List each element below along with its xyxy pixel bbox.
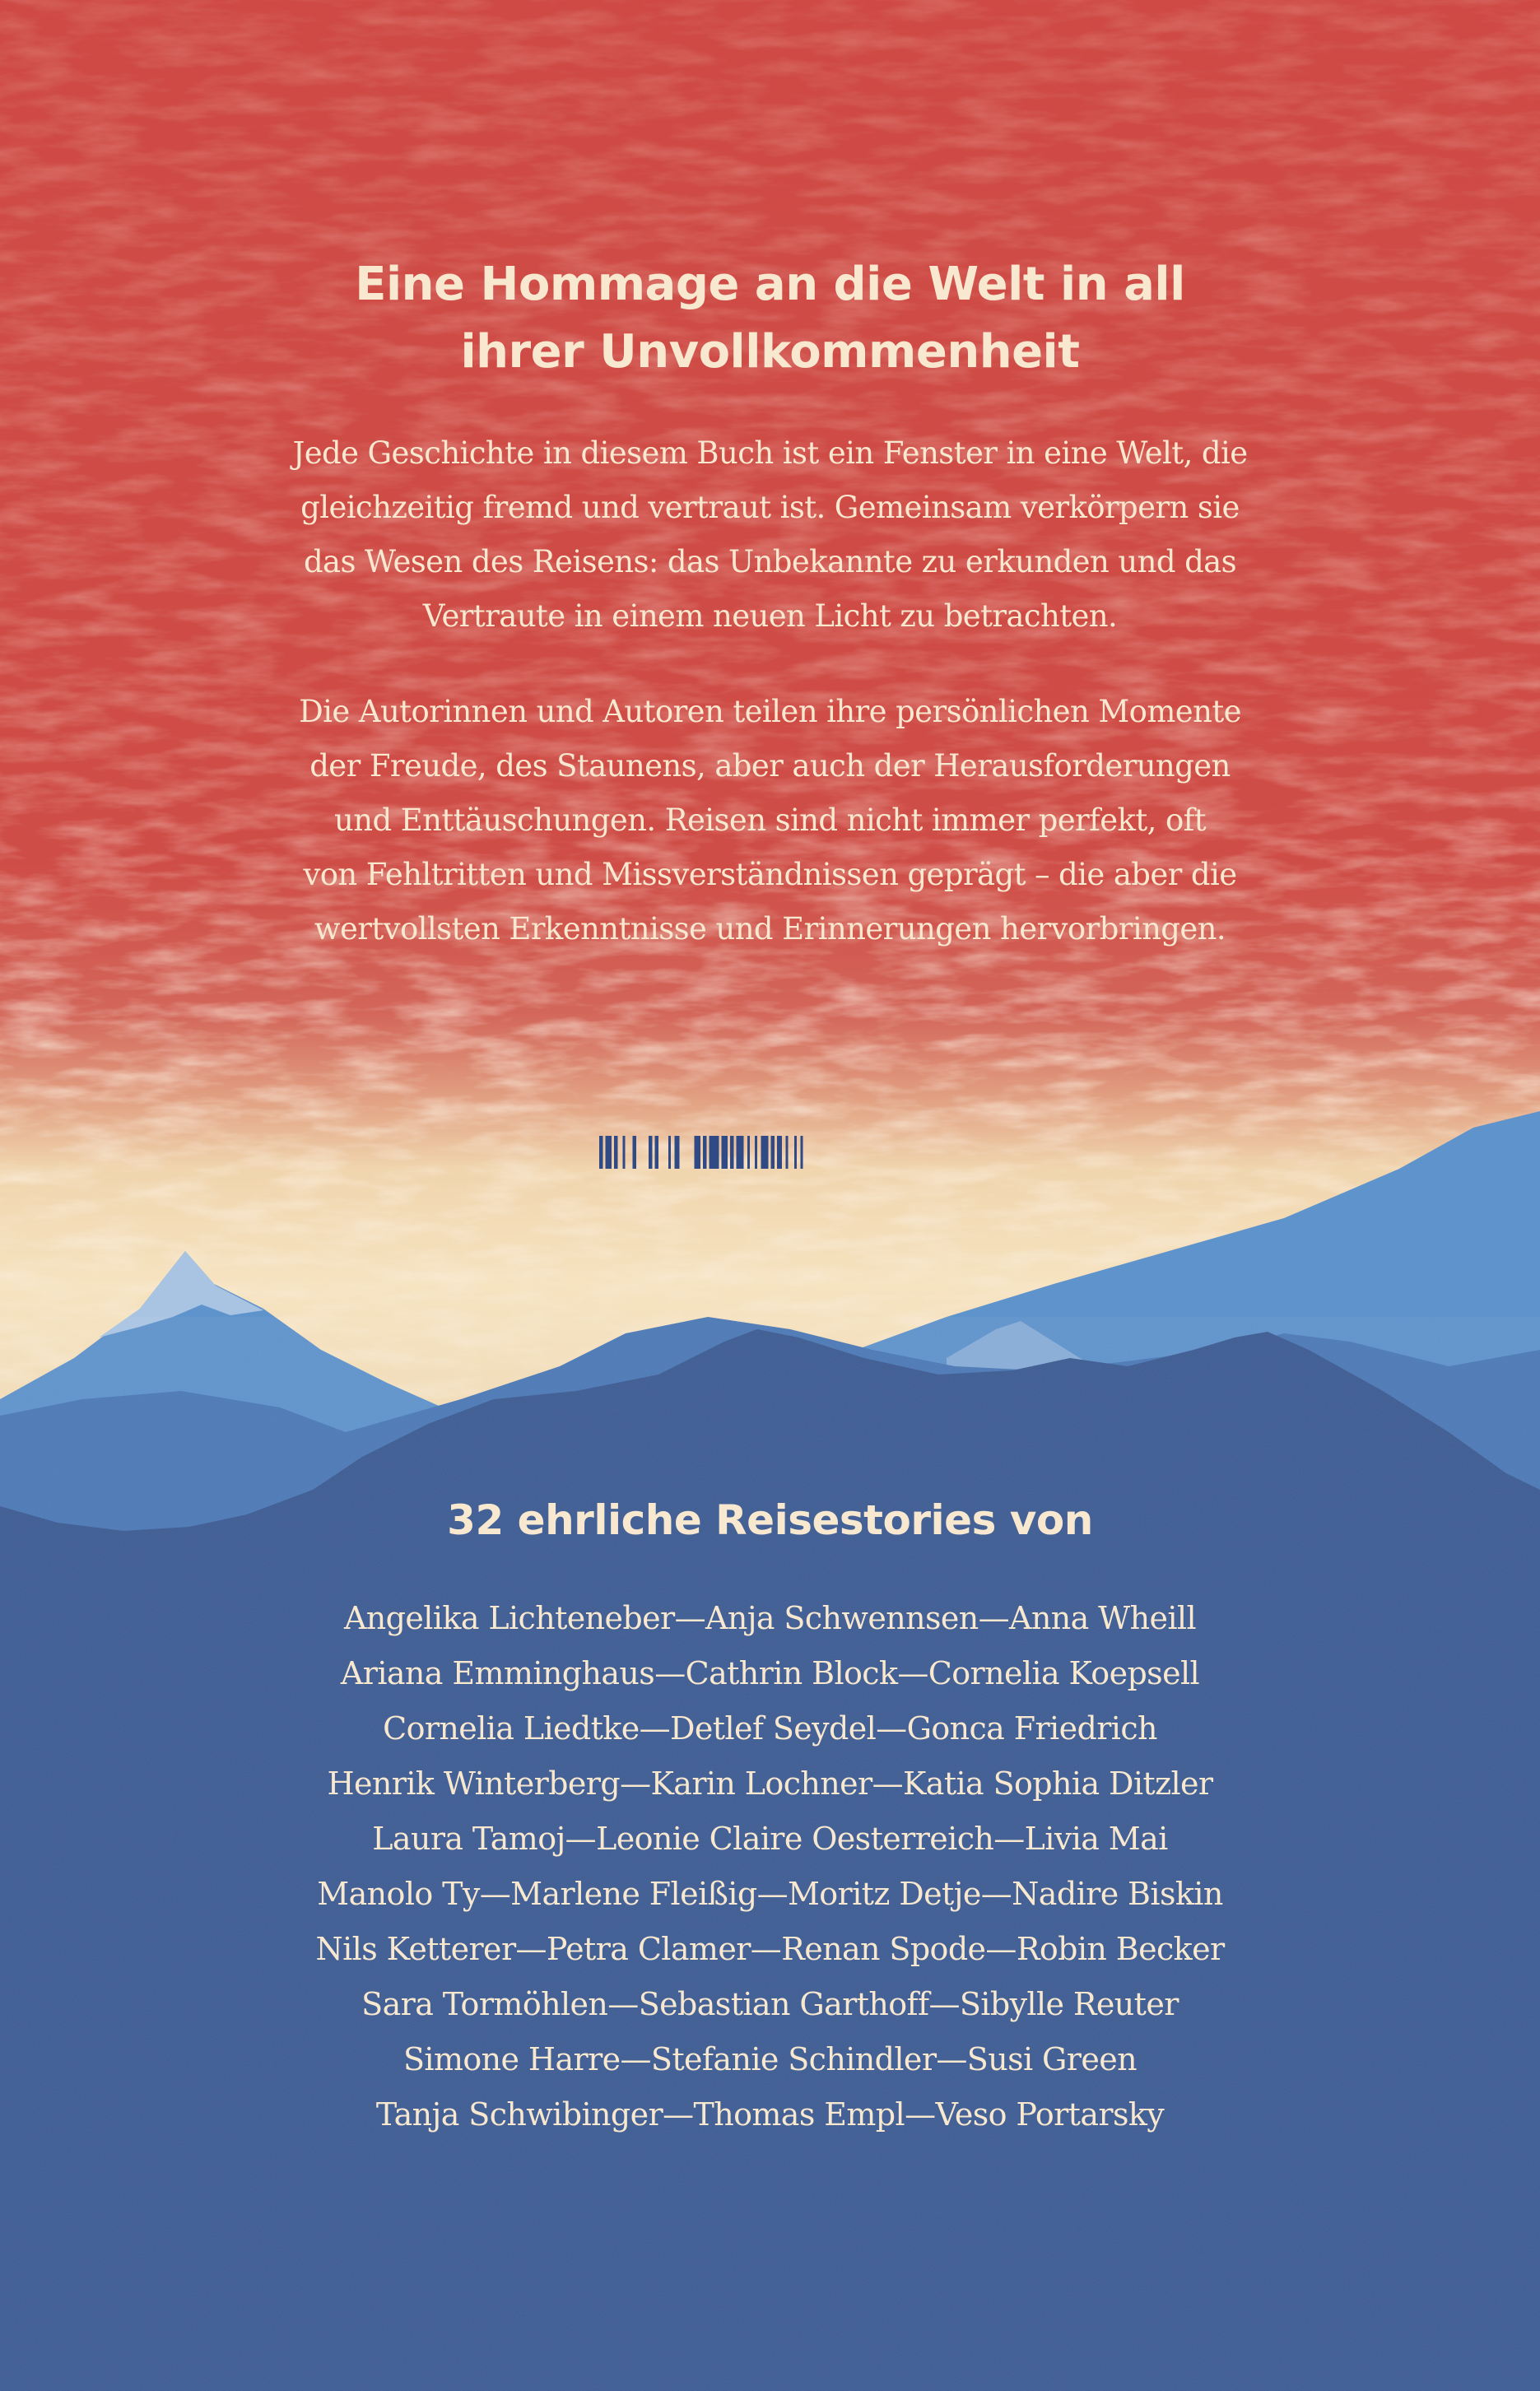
paragraph-line: wertvollsten Erkenntnisse und Erinnerungen hervorbringen. <box>314 911 1226 947</box>
barcode-bar <box>771 1136 775 1169</box>
barcode-bar <box>747 1136 750 1169</box>
authors-line: Henrik Winterberg—Karin Lochner—Katia Sophia Ditzler <box>327 1765 1213 1802</box>
barcode-bar <box>614 1136 618 1169</box>
barcode-bar <box>695 1136 701 1169</box>
barcode-bar <box>703 1136 707 1169</box>
authors-line: Laura Tamoj—Leonie Claire Oesterreich—Livia Mai <box>372 1821 1168 1857</box>
headline-line-2: ihrer Unvollkommenheit <box>460 325 1080 379</box>
authors-list <box>0 1591 1540 2142</box>
barcode-bar <box>761 1136 769 1169</box>
barcode-bar <box>801 1136 803 1169</box>
barcode-icon <box>599 1136 971 1169</box>
barcode-bar <box>599 1136 603 1169</box>
paragraph-line: gleichzeitig fremd und vertraut ist. Gemeinsam verkörpern sie <box>300 490 1240 525</box>
barcode-bar <box>755 1136 757 1169</box>
barcode-bar <box>794 1136 797 1169</box>
barcode-bar <box>623 1136 626 1169</box>
barcode-bar <box>655 1136 659 1169</box>
paragraph-line: das Wesen des Reisens: das Unbekannte zu erkunden und das <box>303 544 1237 579</box>
barcode-bar <box>606 1136 612 1169</box>
barcode-bar <box>786 1136 789 1169</box>
paragraph-line: Die Autorinnen und Autoren teilen ihre persönlichen Momente <box>299 694 1241 729</box>
barcode-bar <box>668 1136 671 1169</box>
paragraph-line: und Enttäuschungen. Reisen sind nicht immer perfekt, oft <box>334 802 1206 838</box>
barcode-bar <box>722 1136 728 1169</box>
authors-line: Cornelia Liedtke—Detlef Seydel—Gonca Friedrich <box>383 1710 1157 1747</box>
barcode-bar <box>777 1136 782 1169</box>
authors-line: Manolo Ty—Marlene Fleißig—Moritz Detje—Nadire Biskin <box>317 1876 1223 1912</box>
barcode-bar <box>710 1136 719 1169</box>
paragraph-line: der Freude, des Staunens, aber auch der Herausforderungen <box>309 748 1231 784</box>
barcode-bar <box>649 1136 653 1169</box>
authors-line: Sara Tormöhlen—Sebastian Garthoff—Sibylle Reuter <box>361 1986 1179 2022</box>
barcode-bar <box>730 1136 734 1169</box>
authors-line: Ariana Emminghaus—Cathrin Block—Cornelia Koepsell <box>340 1655 1200 1691</box>
second-paragraph <box>0 685 1540 956</box>
paragraph-line: Vertraute in einem neuen Licht zu betrachten. <box>422 598 1118 634</box>
barcode-bar <box>633 1136 637 1169</box>
authors-heading: 32 ehrliche Reisestories von <box>447 1496 1093 1544</box>
headline-line-1: Eine Hommage an die Welt in all <box>355 258 1185 311</box>
paragraph-line: von Fehltritten und Missverständnissen geprägt – die aber die <box>303 857 1237 892</box>
paragraph-line: Jede Geschichte in diesem Buch ist ein Fenster in eine Welt, die <box>292 435 1248 471</box>
headline <box>0 251 1540 386</box>
barcode-bar <box>737 1136 744 1169</box>
authors-line: Nils Ketterer—Petra Clamer—Renan Spode—Robin Becker <box>315 1931 1225 1967</box>
authors-line: Angelika Lichteneber—Anja Schwennsen—Anna Wheill <box>343 1600 1197 1636</box>
barcode-bar <box>675 1136 680 1169</box>
intro-paragraph <box>0 426 1540 644</box>
authors-line: Simone Harre—Stefanie Schindler—Susi Green <box>402 2041 1137 2077</box>
authors-line: Tanja Schwibinger—Thomas Empl—Veso Portarsky <box>375 2096 1165 2133</box>
